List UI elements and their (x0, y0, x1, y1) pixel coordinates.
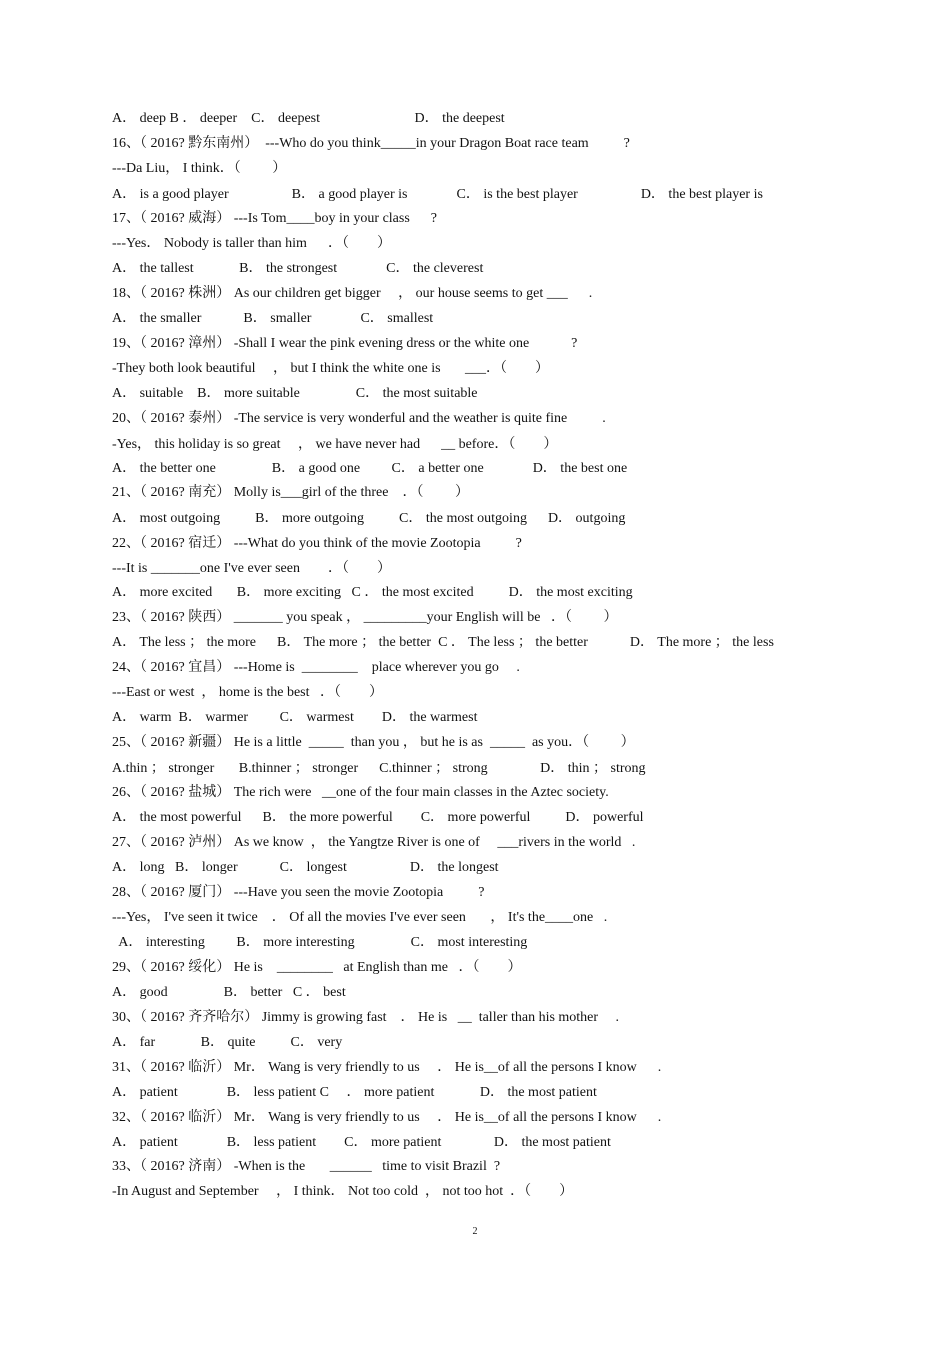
text-line: ---Da Liu， I think．（ ） (112, 161, 287, 176)
text-line: 27、（ 2016? 泸州） As we know ， the Yangtze River is one of ___rivers in the world . (112, 835, 636, 850)
text-line: A． good B． better C ． best (112, 985, 346, 1000)
text-line: 22、（ 2016? 宿迁） ---What do you think of the movie Zootopia ? (112, 536, 522, 551)
text-line: A． patient B． less patient C． more patient D． the most patient (112, 1135, 611, 1150)
text-line: A． far B． quite C． very (112, 1035, 343, 1050)
text-line: 18、（ 2016? 株洲） As our children get bigger ， our house seems to get ___ . (112, 286, 593, 301)
text-line: 19、（ 2016? 漳州） -Shall I wear the pink evening dress or the white one ? (112, 336, 578, 351)
text-line: 16、（ 2016? 黔东南州） ---Who do you think_____in your Dragon Boat race team ? (112, 136, 630, 151)
text-line: A． is a good player B． a good player is C． is the best player D． the best player is (112, 187, 763, 202)
text-line: A． long B． longer C． longest D． the longest (112, 860, 499, 875)
text-line: ---It is _______one I've ever seen ．（ ） (112, 561, 391, 576)
text-line: A． the most powerful B． the more powerful C． more powerful D． powerful (112, 810, 644, 825)
text-line: 32、（ 2016? 临沂） Mr． Wang is very friendly to us ． He is__of all the persons I know . (112, 1110, 662, 1125)
text-line: 17、（ 2016? 威海） ---Is Tom____boy in your class ? (112, 211, 438, 226)
text-line: 23、（ 2016? 陕西） _______ you speak ， _________your English will be ．（ ） (112, 610, 618, 625)
text-line: A． the better one B． a good one C． a better one D． the best one (112, 461, 628, 476)
page-number: 2 (472, 1226, 478, 1237)
text-line: 29、（ 2016? 绥化） He is ________ at English than me ．（ ） (112, 960, 522, 975)
text-line: ---East or west ， home is the best ．（ ） (112, 685, 384, 700)
text-line: 25、（ 2016? 新疆） He is a little _____ than you ， but he is as _____ as you．（ ） (112, 735, 635, 750)
text-line: -In August and September ， I think． Not too cold ， not too hot ．（ ） (112, 1184, 574, 1199)
text-line: 33、（ 2016? 济南） -When is the ______ time to visit Brazil ? (112, 1159, 501, 1174)
text-line: 30、（ 2016? 齐齐哈尔） Jimmy is growing fast ． He is __ taller than his mother . (112, 1010, 620, 1025)
text-line: ---Yes． Nobody is taller than him ．（ ） (112, 236, 391, 251)
text-line: A． the tallest B． the strongest C． the cleverest (112, 261, 484, 276)
text-line: A.thin ； stronger B.thinner ； stronger C.thinner ； strong D． thin ； strong (112, 761, 646, 776)
text-line: -They both look beautiful ， but I think the white one is ___．（ ） (112, 361, 550, 376)
text-line: A． The less ； the more B． The more ； the better C ． The less ； the better D． The more ； the less (112, 635, 774, 650)
text-line: 31、（ 2016? 临沂） Mr． Wang is very friendly to us ． He is__of all the persons I know . (112, 1060, 662, 1075)
text-line: A． patient B． less patient C ． more patient D． the most patient (112, 1085, 597, 1100)
text-line: A． warm B． warmer C． warmest D． the warmest (112, 710, 478, 725)
text-line: A． most outgoing B． more outgoing C． the most outgoing D． outgoing (112, 511, 626, 526)
text-line: 20、（ 2016? 泰州） -The service is very wonderful and the weather is quite fine . (112, 411, 606, 426)
text-line: A． more excited B． more exciting C ． the most excited D． the most exciting (112, 585, 633, 600)
text-line: -Yes， this holiday is so great ， we have never had __ before．（ ） (112, 437, 558, 452)
text-line: A． interesting B． more interesting C． most interesting (112, 935, 528, 950)
text-line: A． deep B ． deeper C． deepest D． the deepest (112, 111, 505, 126)
text-line: 26、（ 2016? 盐城） The rich were __one of the four main classes in the Aztec society. (112, 785, 609, 800)
text-line: ---Yes， I've seen it twice ． Of all the movies I've ever seen ， It's the____one . (112, 910, 608, 925)
text-line: A． the smaller B． smaller C． smallest (112, 311, 434, 326)
text-line: A． suitable B． more suitable C． the most suitable (112, 386, 478, 401)
text-line: 24、（ 2016? 宜昌） ---Home is ________ place wherever you go . (112, 660, 520, 675)
text-line: 21、（ 2016? 南充） Molly is___girl of the three ．（ ） (112, 485, 469, 500)
text-line: 28、（ 2016? 厦门） ---Have you seen the movie Zootopia ? (112, 885, 485, 900)
